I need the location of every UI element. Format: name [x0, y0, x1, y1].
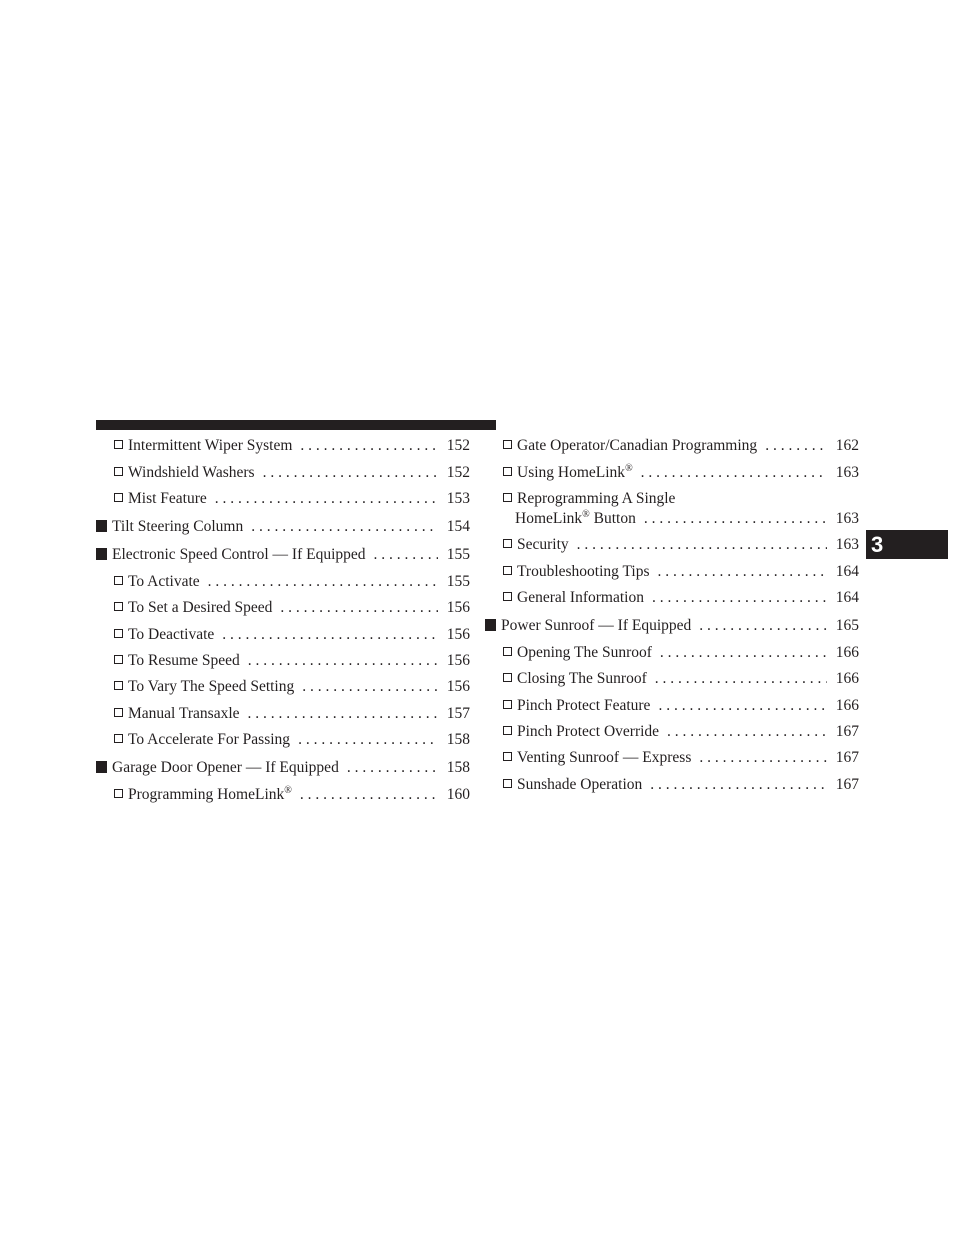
- toc-entry[interactable]: [96, 625, 470, 645]
- toc-entry[interactable]: [96, 436, 470, 456]
- dot-leader: [298, 730, 438, 750]
- toc-entry[interactable]: [96, 545, 470, 565]
- toc-entry-page: 164: [835, 563, 859, 580]
- toc-entry-title: Manual Transaxle: [128, 705, 240, 722]
- toc-entry-title: To Deactivate: [128, 626, 215, 643]
- toc-entry[interactable]: [485, 616, 859, 636]
- hollow-square-bullet-icon: [503, 440, 512, 449]
- dot-leader: [699, 616, 827, 636]
- toc-entry-title: Opening The Sunroof: [517, 644, 652, 661]
- toc-entry[interactable]: [485, 748, 859, 768]
- header-rule: [96, 420, 496, 430]
- toc-entry-page: 166: [835, 670, 859, 687]
- dot-leader: [300, 436, 438, 456]
- dot-leader: [652, 588, 827, 608]
- dot-leader: [374, 545, 438, 565]
- toc-entry[interactable]: [96, 677, 470, 697]
- toc-entry[interactable]: [485, 535, 859, 555]
- toc-entry-page: 165: [835, 617, 859, 634]
- toc-entry-page: 163: [835, 464, 859, 481]
- chapter-tab: [866, 530, 948, 559]
- dot-leader: [215, 489, 438, 509]
- hollow-square-bullet-icon: [503, 467, 512, 476]
- dot-leader: [248, 704, 438, 724]
- toc-entry[interactable]: [485, 562, 859, 582]
- dot-leader: [765, 436, 827, 456]
- toc-entry-page: 167: [835, 723, 859, 740]
- dot-leader: [644, 509, 827, 529]
- toc-entry-title: Programming HomeLink®: [128, 784, 292, 803]
- toc-entry-title: General Information: [517, 589, 644, 606]
- toc-entry[interactable]: [485, 669, 859, 689]
- toc-entry-title: Power Sunroof — If Equipped: [501, 617, 692, 634]
- hollow-square-bullet-icon: [503, 566, 512, 575]
- toc-entry-page: 153: [446, 490, 470, 507]
- hollow-square-bullet-icon: [114, 681, 123, 690]
- toc-entry[interactable]: [96, 489, 470, 509]
- toc-entry-page: 156: [446, 599, 470, 616]
- hollow-square-bullet-icon: [114, 602, 123, 611]
- toc-entry-page: 158: [446, 731, 470, 748]
- toc-entry-page: 162: [835, 437, 859, 454]
- toc-entry-page: 156: [446, 678, 470, 695]
- solid-square-bullet-icon: [96, 761, 107, 773]
- toc-entry[interactable]: [485, 696, 859, 716]
- toc-entry-page: 157: [446, 705, 470, 722]
- toc-entry-title: Pinch Protect Override: [517, 723, 660, 740]
- toc-entry-title: To Vary The Speed Setting: [128, 678, 295, 695]
- hollow-square-bullet-icon: [503, 493, 512, 502]
- dot-leader: [699, 748, 827, 768]
- solid-square-bullet-icon: [96, 548, 107, 560]
- toc-entry[interactable]: [96, 651, 470, 671]
- toc-entry-title: Closing The Sunroof: [517, 670, 647, 687]
- toc-entry[interactable]: [485, 775, 859, 795]
- toc-entry-title: Windshield Washers: [128, 464, 255, 481]
- hollow-square-bullet-icon: [503, 673, 512, 682]
- registered-mark: ®: [625, 462, 633, 474]
- hollow-square-bullet-icon: [114, 576, 123, 585]
- toc-entry-page: 163: [835, 536, 859, 553]
- dot-leader: [208, 572, 438, 592]
- toc-entry-page: 155: [446, 546, 470, 563]
- hollow-square-bullet-icon: [114, 629, 123, 638]
- hollow-square-bullet-icon: [503, 726, 512, 735]
- toc-entry-page: 155: [446, 573, 470, 590]
- toc-entry-page: 167: [835, 776, 859, 793]
- toc-entry-page: 154: [446, 518, 470, 535]
- toc-entry-page: 152: [446, 437, 470, 454]
- toc-entry-title: Mist Feature: [128, 490, 207, 507]
- toc-entry-page: 167: [835, 749, 859, 766]
- toc-entry-title: Venting Sunroof — Express: [517, 749, 692, 766]
- toc-entry[interactable]: [96, 730, 470, 750]
- hollow-square-bullet-icon: [503, 592, 512, 601]
- toc-entry-title-continued: HomeLink® Button: [515, 508, 636, 527]
- toc-entry-title: Using HomeLink®: [517, 462, 633, 481]
- toc-entry[interactable]: [485, 436, 859, 456]
- hollow-square-bullet-icon: [503, 539, 512, 548]
- toc-entry-title: Reprogramming A Single: [517, 490, 676, 507]
- toc-entry-page: 152: [446, 464, 470, 481]
- toc-entry-title: Gate Operator/Canadian Programming: [517, 437, 758, 454]
- toc-entry-title: To Activate: [128, 573, 200, 590]
- dot-leader: [658, 562, 827, 582]
- dot-leader: [300, 785, 438, 805]
- dot-leader: [641, 463, 827, 483]
- toc-entry[interactable]: [485, 722, 859, 742]
- hollow-square-bullet-icon: [114, 493, 123, 502]
- toc-entry-page: 158: [446, 759, 470, 776]
- hollow-square-bullet-icon: [503, 779, 512, 788]
- dot-leader: [347, 758, 438, 778]
- toc-entry-page: 160: [446, 786, 470, 803]
- dot-leader: [263, 463, 438, 483]
- toc-entry-title: Pinch Protect Feature: [517, 697, 651, 714]
- registered-mark: ®: [284, 784, 292, 796]
- toc-entry[interactable]: [485, 463, 859, 483]
- toc-entry-page: 164: [835, 589, 859, 606]
- toc-entry-title: Troubleshooting Tips: [517, 563, 650, 580]
- hollow-square-bullet-icon: [503, 752, 512, 761]
- toc-entry-page: 163: [835, 510, 859, 527]
- toc-entry-title: Security: [517, 536, 569, 553]
- toc-entry[interactable]: [96, 598, 470, 618]
- toc-entry-page: 156: [446, 626, 470, 643]
- toc-entry-title: Tilt Steering Column: [112, 518, 244, 535]
- dot-leader: [650, 775, 827, 795]
- hollow-square-bullet-icon: [114, 708, 123, 717]
- dot-leader: [660, 643, 827, 663]
- dot-leader: [655, 669, 827, 689]
- toc-entry[interactable]: [96, 517, 470, 537]
- toc-entry-title: Electronic Speed Control — If Equipped: [112, 546, 366, 563]
- solid-square-bullet-icon: [485, 619, 496, 631]
- dot-leader: [280, 598, 438, 618]
- dot-leader: [577, 535, 827, 555]
- hollow-square-bullet-icon: [114, 467, 123, 476]
- hollow-square-bullet-icon: [114, 789, 123, 798]
- hollow-square-bullet-icon: [114, 655, 123, 664]
- dot-leader: [248, 651, 438, 671]
- toc-entry[interactable]: [96, 572, 470, 592]
- dot-leader: [667, 722, 827, 742]
- hollow-square-bullet-icon: [114, 734, 123, 743]
- dot-leader: [302, 677, 438, 697]
- toc-entry-title: To Set a Desired Speed: [128, 599, 273, 616]
- chapter-number: 3: [871, 532, 884, 557]
- toc-entry[interactable]: [96, 704, 470, 724]
- toc-entry-title: To Resume Speed: [128, 652, 240, 669]
- toc-entry-title: Intermittent Wiper System: [128, 437, 293, 454]
- solid-square-bullet-icon: [96, 520, 107, 532]
- toc-entry[interactable]: [485, 643, 859, 663]
- toc-entry-page: 156: [446, 652, 470, 669]
- hollow-square-bullet-icon: [114, 440, 123, 449]
- toc-entry[interactable]: [96, 463, 470, 483]
- toc-entry[interactable]: [96, 785, 470, 805]
- toc-entry-title: To Accelerate For Passing: [128, 731, 291, 748]
- toc-entry-title: Sunshade Operation: [517, 776, 643, 793]
- registered-mark: ®: [582, 508, 590, 520]
- dot-leader: [658, 696, 827, 716]
- dot-leader: [222, 625, 438, 645]
- hollow-square-bullet-icon: [503, 647, 512, 656]
- toc-entry-page: 166: [835, 644, 859, 661]
- toc-entry-page: 166: [835, 697, 859, 714]
- toc-entry-title: Garage Door Opener — If Equipped: [112, 759, 339, 776]
- toc-entry[interactable]: [485, 489, 859, 529]
- toc-entry[interactable]: [485, 588, 859, 608]
- toc-entry[interactable]: [96, 758, 470, 778]
- hollow-square-bullet-icon: [503, 700, 512, 709]
- dot-leader: [251, 517, 438, 537]
